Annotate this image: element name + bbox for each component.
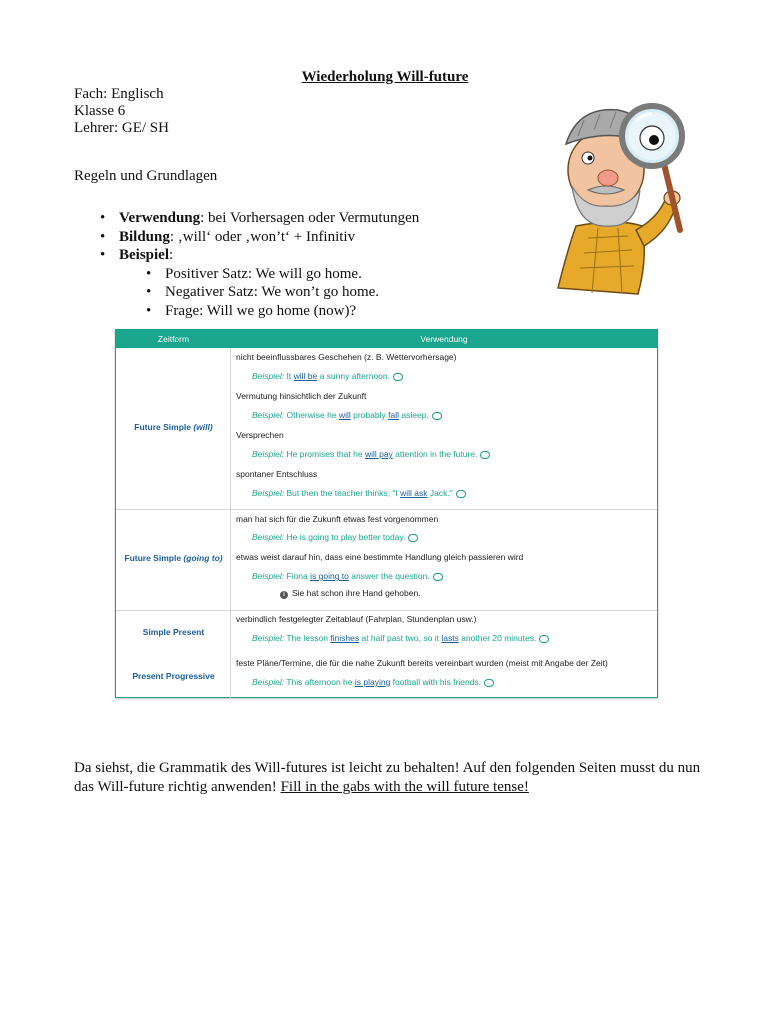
row-present (116, 610, 231, 698)
label-italic: (will) (193, 422, 213, 432)
bullet-dot: • (146, 284, 152, 300)
label-future-going (116, 553, 231, 563)
example-text: Otherwise he (284, 410, 339, 420)
class-line: Klasse 6 (74, 103, 126, 119)
usage-line: nicht beeinflussbares Geschehen (z. B. Wettervorhersage) (236, 352, 457, 362)
bullet-beispiel (100, 246, 419, 265)
rules-list (100, 209, 419, 320)
comment-icon[interactable] (432, 412, 442, 420)
info-note (280, 588, 421, 599)
sub-bullet-positive (100, 265, 419, 284)
comment-icon[interactable] (408, 534, 418, 542)
subject-line: Fach: Englisch (74, 86, 164, 102)
table-header (116, 330, 657, 348)
sub-bullet-negative (100, 283, 419, 302)
example-text: It (284, 371, 294, 381)
bullet-label: Beispiel (119, 247, 170, 263)
example-text: another 20 minutes. (458, 633, 537, 643)
example-prefix: Beispiel: (252, 449, 285, 459)
sub-bullet-question (100, 302, 419, 321)
comment-icon[interactable] (433, 573, 443, 581)
header-zeitform: Zeitform (157, 334, 190, 344)
example-highlight: lasts (441, 633, 459, 643)
usage-line: verbindlich festgelegter Zeitablauf (Fahrplan, Stundenplan usw.) (236, 614, 477, 624)
instruction-text: Fill in the gabs with the will future tense! (280, 778, 529, 795)
example-highlight: is going to (310, 571, 349, 581)
comment-icon[interactable] (480, 451, 490, 459)
example-text: He is going to play better today. (284, 532, 406, 542)
teacher-line: Lehrer: GE/ SH (74, 120, 169, 136)
info-text: Sie hat schon ihre Hand gehoben. (292, 588, 421, 598)
example-line (252, 371, 403, 381)
header-verwendung: Verwendung (420, 334, 468, 344)
bullet-label: Verwendung (119, 210, 201, 226)
document-meta (74, 86, 169, 137)
example-prefix: Beispiel: (252, 532, 285, 542)
bullet-text: : ‚will‘ oder ‚won’t‘ + Infinitiv (169, 228, 356, 245)
comment-icon[interactable] (456, 490, 466, 498)
bullet-label: Bildung (119, 228, 170, 245)
comment-icon[interactable] (539, 635, 549, 643)
example-text: Jack." (427, 488, 453, 498)
comment-icon[interactable] (393, 373, 403, 381)
bullet-dot: • (100, 210, 106, 226)
example-text: football with his friends. (390, 677, 482, 687)
detective-illustration (548, 98, 694, 298)
example-prefix: Beispiel: (252, 571, 285, 581)
usage-line: Vermutung hinsichtlich der Zukunft (236, 391, 367, 401)
comment-icon[interactable] (484, 679, 494, 687)
example-text: a sunny afternoon. (317, 371, 390, 381)
example-text: But then the teacher thinks, "I (284, 488, 401, 498)
example-text: He promises that he (284, 449, 365, 459)
bullet-text: Frage: Will we go home (now)? (165, 302, 357, 319)
bullet-text: Positiver Satz: We will go home. (165, 265, 362, 282)
bullet-verwendung (100, 209, 419, 228)
example-line (252, 488, 466, 498)
info-icon: i (280, 591, 288, 599)
example-text: answer the question. (348, 571, 430, 581)
example-text: probably (350, 410, 389, 420)
example-line (252, 633, 549, 643)
example-text: asleep. (398, 410, 429, 420)
example-text: This afternoon he (284, 677, 355, 687)
label-text: Future Simple (134, 422, 194, 432)
label-italic: (going to) (183, 553, 223, 563)
example-highlight: will (338, 410, 351, 420)
row-future-going (116, 509, 231, 610)
bullet-text: : (169, 247, 174, 263)
closing-paragraph (74, 759, 714, 796)
label-present-progressive: Present Progressive (132, 671, 215, 681)
example-line (252, 410, 442, 420)
example-highlight: will pay (364, 449, 393, 459)
usage-line: man hat sich für die Zukunft etwas fest vorgenommen (236, 514, 439, 524)
example-prefix: Beispiel: (252, 677, 285, 687)
row-divider (116, 610, 657, 611)
example-highlight: will be (293, 371, 318, 381)
row-divider (116, 509, 657, 510)
usage-line: spontaner Entschluss (236, 469, 318, 479)
bullet-text: Negativer Satz: We won’t go home. (165, 284, 380, 300)
example-highlight: will ask (400, 488, 428, 498)
label-simple-present: Simple Present (142, 627, 205, 637)
bullet-text: : bei Vorhersagen oder Vermutungen (200, 210, 420, 226)
document-title: Wiederholung Will-future (301, 69, 469, 85)
example-prefix: Beispiel: (252, 633, 285, 643)
example-highlight: fall (388, 410, 399, 420)
section-title: Regeln und Grundlagen (74, 168, 218, 184)
bullet-bildung (100, 228, 419, 247)
example-prefix: Beispiel: (252, 488, 285, 498)
example-text: Fiona (284, 571, 311, 581)
example-text: attention in the future. (392, 449, 478, 459)
label-future-will (116, 422, 231, 432)
example-line (252, 449, 490, 459)
example-line (252, 677, 494, 687)
example-line (252, 532, 418, 542)
example-highlight: finishes (330, 633, 360, 643)
example-text: The lesson (284, 633, 331, 643)
example-line (252, 571, 443, 581)
bullet-dot: • (100, 247, 106, 263)
example-highlight: is playing (354, 677, 391, 687)
tense-table (115, 329, 658, 698)
example-text: at half past two, so it (359, 633, 442, 643)
example-prefix: Beispiel: (252, 371, 285, 381)
example-prefix: Beispiel: (252, 410, 285, 420)
usage-line: Versprechen (236, 430, 284, 440)
row-future-will (116, 348, 231, 509)
paragraph-text: Da siehst, die Grammatik des Will-futures ist leicht zu behalten! Auf den folgenden Seiten musst du nun das Will-future richtig anwenden! (74, 760, 701, 795)
usage-line: feste Pläne/Termine, die für die nahe Zukunft bereits vereinbart wurden (meist mit Angabe der Zeit) (236, 658, 608, 668)
bullet-dot: • (146, 302, 152, 319)
bullet-dot: • (100, 228, 106, 245)
bullet-dot: • (146, 265, 152, 282)
label-text: Future Simple (124, 553, 184, 563)
usage-line: etwas weist darauf hin, dass eine bestimmte Handlung gleich passieren wird (236, 552, 524, 562)
